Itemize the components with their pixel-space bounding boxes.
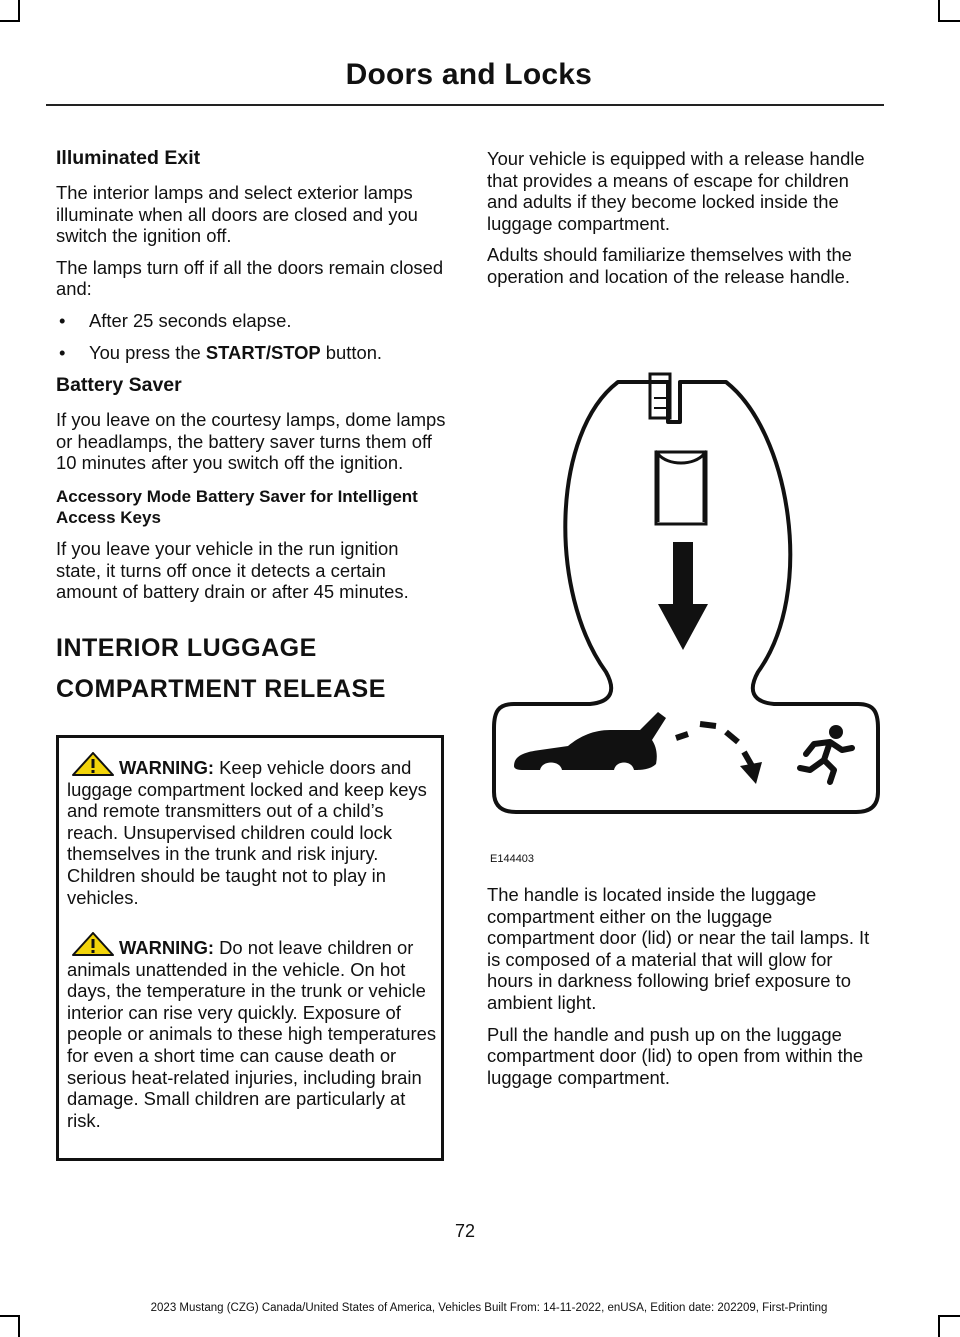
bullet-icon: • [59, 309, 66, 331]
release-handle-paragraph-3: The handle is located inside the luggage compartment either on the luggage compartment door (lid) or near the tail lamps. It is composed of a material that will glow for hours in darkness following brief exposure to ambient light. [487, 884, 870, 1013]
crop-mark [0, 20, 20, 22]
warning-triangle-icon [67, 752, 119, 774]
page-footer: 2023 Mustang (CZG) Canada/United States of America, Vehicles Built From: 14-11-2022, enUSA, Edition date: 202209, First-Printing [150, 1302, 828, 1314]
warning-label: WARNING: [119, 937, 215, 958]
list-item [56, 342, 448, 364]
crop-mark [938, 20, 960, 22]
warning-text: Do not leave children or animals unattended in the vehicle. On hot days, the temperature in the trunk or vehicle interior can rise very quickly. Exposure of people or animals to these high temperatures for even a short time can cause death or serious heat-related injuries, including brain damage. Small children are particularly at risk. [67, 937, 437, 1131]
page-header-title: Doors and Locks [345, 58, 592, 91]
crop-mark [0, 1315, 20, 1317]
list-item-text: button. [320, 341, 383, 363]
accessory-mode-paragraph: If you leave your vehicle in the run ignition state, it turns off once it detects a certain amount of battery drain or after 45 minutes. [56, 537, 409, 603]
section-title-line-1: INTERIOR LUGGAGE [56, 633, 317, 662]
warning-text: Keep vehicle doors and luggage compartment locked and keep keys and remote transmitters out of a child’s reach. Unsupervised children could lock themselves in the trunk and risk injury. Children should be taught not to play in vehicles. [67, 757, 427, 908]
list-item-text: You press the [89, 341, 206, 363]
warning-1 [67, 752, 439, 908]
release-handle-paragraph-1: Your vehicle is equipped with a release handle that provides a means of escape for children and adults if they become locked inside the luggage compartment. [487, 148, 865, 234]
accessory-mode-heading: Accessory Mode Battery Saver for Intelligent Access Keys [56, 486, 418, 527]
conditions-list [56, 310, 448, 363]
right-column-lower [487, 884, 882, 1098]
page-number: 72 [454, 1221, 476, 1241]
warning-label: WARNING: [119, 757, 215, 778]
crop-mark [938, 1315, 940, 1337]
start-stop-label: START/STOP [205, 341, 321, 363]
release-handle-paragraph-2: Adults should familiarize themselves with the operation and location of the release handle. [487, 244, 852, 287]
warning-box [56, 735, 444, 1161]
warning-triangle-icon [67, 932, 119, 954]
illuminated-exit-heading: Illuminated Exit [56, 147, 201, 169]
crop-mark [938, 1315, 960, 1317]
header-divider [46, 104, 884, 106]
right-column [487, 148, 882, 298]
battery-saver-paragraph: If you leave on the courtesy lamps, dome lamps or headlamps, the battery saver turns them off 10 minutes after you switch off the ignition. [56, 409, 446, 474]
illuminated-exit-paragraph-1: The interior lamps and select exterior lamps illuminate when all doors are closed and you switch the ignition off. [56, 182, 418, 247]
crop-mark [18, 0, 20, 22]
release-handle-paragraph-4: Pull the handle and push up on the luggage compartment door (lid) to open from within the luggage compartment. [487, 1023, 864, 1088]
release-handle-illustration [490, 372, 882, 816]
crop-mark [18, 1315, 20, 1337]
list-item-text: After 25 seconds elapse. [89, 309, 292, 331]
left-column [56, 146, 448, 705]
figure-code: E144403 [490, 853, 535, 865]
warning-2 [67, 932, 439, 1131]
bullet-icon: • [59, 341, 66, 363]
crop-mark [938, 0, 940, 22]
illuminated-exit-paragraph-2: The lamps turn off if all the doors remain closed and: [56, 256, 444, 300]
battery-saver-heading: Battery Saver [56, 374, 182, 397]
list-item [56, 310, 448, 332]
section-title-line-2: COMPARTMENT RELEASE [56, 674, 386, 703]
